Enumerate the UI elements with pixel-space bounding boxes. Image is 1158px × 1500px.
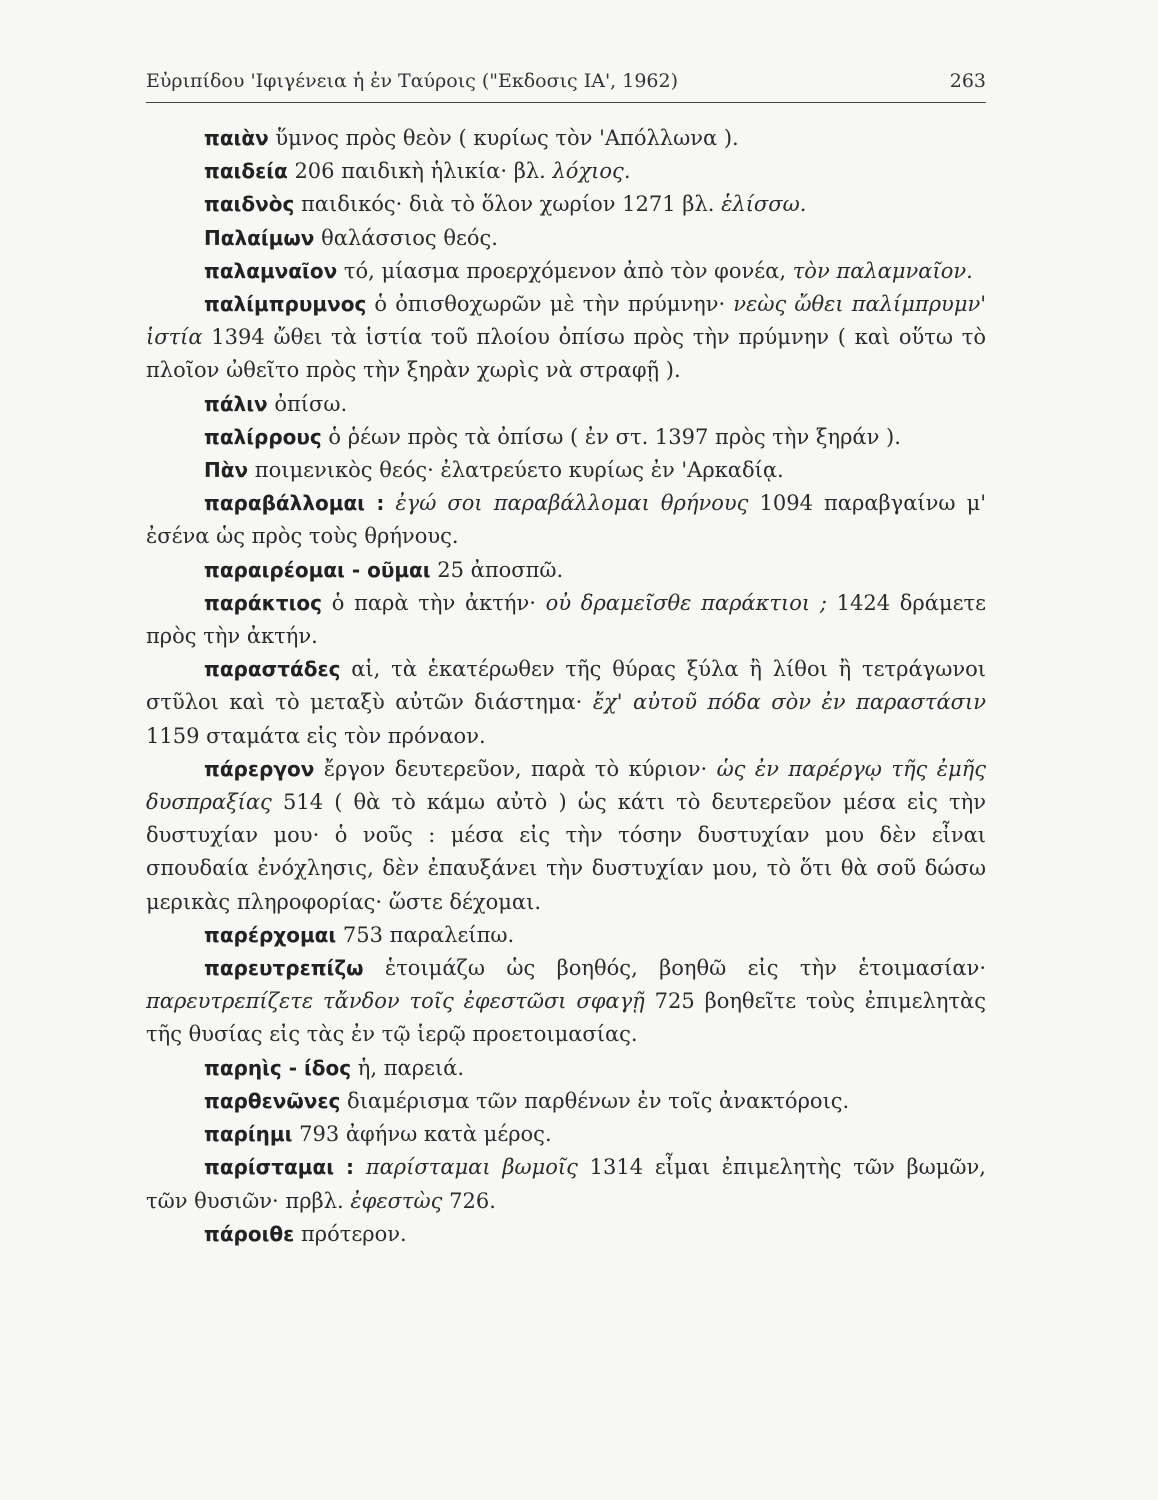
glossary-entry: [146, 454, 986, 487]
entry-quotation: οὐ δραμεῖσθε παράκτιοι ;: [545, 590, 827, 615]
entry-quotation: ἔχ' αὐτοῦ πόδα σὸν ἐν παραστάσιν: [592, 690, 986, 715]
entry-headword: Παλαίμων: [204, 225, 315, 250]
entry-headword: παιδεία: [204, 159, 288, 184]
entry-definition: 206 παιδικὴ ἡλικία· βλ.: [287, 159, 553, 184]
entry-quotation: παρευτρεπίζετε τἄνδον τοῖς ἐφεστῶσι σφαγῇ: [146, 989, 645, 1014]
entry-definition: ὁ ῥέων πρὸς τὰ ὀπίσω ( ἐν στ. 1397 πρὸς τὴν ξηράν ).: [321, 424, 901, 449]
entry-headword: παιδνὸς: [204, 192, 295, 217]
entry-definition: ὁ παρὰ τὴν ἀκτήν·: [321, 590, 546, 615]
entry-definition: 514 ( θὰ τὸ κάμω αὐτὸ ) ὡς κάτι τὸ δευτερεῦον μέσα εἰς τὴν δυστυχίαν μου· ὁ νοῦς : μέσα εἰς τὴν τόσην δυστυχίαν μου δὲν εἶναι σπουδαία ἐνόχλησις, δὲν ἐπαυξάνει τὴν δυστυχίαν μου, τὸ ὅτι θὰ σοῦ δώσω μερικὰς πληροφορίας· ὥστε δέχομαι.: [146, 790, 986, 914]
glossary-entry: [146, 288, 986, 388]
glossary-entry: [146, 388, 986, 421]
glossary-entry: [146, 1085, 986, 1118]
entry-quotation: ἐγώ σοι παραβάλλομαι θρήνους: [395, 491, 749, 516]
glossary-entry: [146, 155, 986, 188]
entry-quotation: τὸν παλαμναῖον.: [792, 258, 973, 283]
entry-definition: [354, 1155, 366, 1179]
entry-definition: ὁ ὀπισθοχωρῶν μὲ τὴν πρύμνην·: [366, 292, 734, 317]
entry-definition: 25 ἀποσπῶ.: [430, 557, 564, 582]
entry-quotation: παρίσταμαι βωμοῖς: [365, 1155, 578, 1180]
entry-headword: πάροιθε: [204, 1221, 295, 1246]
entry-definition: 753 παραλείπω.: [336, 922, 515, 947]
entry-definition: ἔργον δευτερεῦον, παρὰ τὸ κύριον·: [314, 756, 717, 781]
entry-definition: 1159 σταμάτα εἰς τὸν πρόναον.: [146, 723, 486, 748]
glossary-entry: [146, 421, 986, 454]
glossary-entry: [146, 122, 986, 155]
glossary-entry: [146, 1218, 986, 1251]
entry-definition: ὕμνος πρὸς θεὸν ( κυρίως τὸν 'Απόλλωνα ).: [268, 126, 739, 150]
glossary-entry: [146, 653, 986, 753]
entry-headword: παρίσταμαι :: [204, 1155, 355, 1180]
entry-definition: 1424 δράμετε πρὸς τὴν ἀκτήν.: [146, 590, 986, 649]
entry-definition: 1094 παραβγαίνω μ' ἐσένα ὡς πρὸς τοὺς θρήνους.: [146, 491, 986, 549]
entry-headword: παλίμπρυμνος: [204, 292, 367, 317]
entry-headword: παλίρρους: [204, 424, 322, 449]
entry-headword: πάλιν: [204, 391, 268, 416]
entry-headword: παιὰν: [204, 126, 269, 150]
glossary-entry: [146, 952, 986, 1052]
glossary-entries: [146, 122, 986, 1251]
entry-quotation: νεὼς ὤθει παλίμπρυμν' ἱστία: [146, 292, 986, 350]
glossary-entry: [146, 188, 986, 221]
glossary-entry: [146, 222, 986, 255]
entry-definition: 1394 ὤθει τὰ ἱστία τοῦ πλοίου ὀπίσω πρὸς τὴν πρύμνην ( καὶ οὕτω τὸ πλοῖον ὠθεῖτο πρὸς τὴν ξηρὰν χωρὶς νὰ στραφῇ ).: [146, 325, 986, 383]
entry-definition: τό, μίασμα προερχόμενον ἀπὸ τὸν φονέα,: [337, 258, 793, 283]
entry-definition: ἑτοιμάζω ὡς βοηθός, βοηθῶ εἰς τὴν ἑτοιμασίαν·: [363, 956, 986, 981]
glossary-entry: [146, 753, 986, 919]
entry-definition: 1314 εἶμαι ἐπιμελητὴς τῶν βωμῶν, τῶν θυσιῶν· πρβλ.: [146, 1155, 986, 1213]
entry-definition: [384, 491, 395, 515]
entry-headword: παρθενῶνες: [204, 1088, 341, 1113]
entry-headword: παράκτιος: [204, 590, 322, 615]
entry-quotation: λόχιος.: [552, 159, 631, 184]
glossary-entry: [146, 587, 986, 653]
entry-definition: ποιμενικὸς θεός· ἐλατρεύετο κυρίως ἐν 'Αρκαδίᾳ.: [248, 458, 784, 483]
entry-definition: πρότερον.: [294, 1221, 407, 1246]
glossary-entry: [146, 1151, 986, 1217]
entry-headword: παραβάλλομαι :: [204, 491, 385, 516]
entry-quotation: ἐφεστὼς: [350, 1188, 443, 1213]
running-title: Εὐριπίδου 'Ιφιγένεια ἡ ἐν Ταύροις ("Εκδοσις ΙΑ', 1962): [146, 70, 679, 92]
entry-definition: 793 ἀφήνω κατὰ μέρος.: [292, 1122, 552, 1147]
entry-definition: ὀπίσω.: [267, 391, 348, 416]
glossary-entry: [146, 1052, 986, 1085]
glossary-entry: [146, 255, 986, 288]
entry-headword: παραιρέομαι - οῦμαι: [204, 557, 431, 582]
entry-headword: παρίημι: [204, 1122, 293, 1147]
entry-definition: θαλάσσιος θεός.: [314, 225, 498, 250]
entry-headword: Πὰν: [204, 458, 249, 483]
entry-headword: παλαμναῖον: [204, 258, 338, 283]
entry-headword: παρηὶς - ίδος: [204, 1055, 352, 1080]
entry-headword: πάρεργον: [204, 756, 315, 781]
running-header: [146, 70, 986, 103]
entry-definition: 726.: [442, 1188, 496, 1213]
entry-definition: ἡ, παρειά.: [351, 1055, 465, 1080]
glossary-entry: [146, 487, 986, 553]
entry-definition: διαμέρισμα τῶν παρθένων ἐν τοῖς ἀνακτόροις.: [340, 1088, 850, 1113]
glossary-entry: [146, 554, 986, 587]
entry-definition: 725 βοηθεῖτε τοὺς ἐπιμελητὰς τῆς θυσίας εἰς τὰς ἐν τῷ ἱερῷ προετοιμασίας.: [146, 989, 986, 1047]
entry-definition: παιδικός· διὰ τὸ ὅλον χωρίον 1271 βλ.: [294, 192, 722, 217]
glossary-entry: [146, 1118, 986, 1151]
entry-headword: παραστάδες: [204, 657, 341, 682]
entry-headword: παρέρχομαι: [204, 922, 337, 947]
page-number: 263: [949, 70, 986, 92]
glossary-entry: [146, 919, 986, 952]
entry-quotation: ὡς ἐν παρέργῳ τῆς ἐμῆς δυσπραξίας: [146, 756, 986, 815]
entry-quotation: ἑλίσσω.: [721, 192, 807, 217]
entry-definition: αἱ, τὰ ἑκατέρωθεν τῆς θύρας ξύλα ἢ λίθοι ἢ τετράγωνοι στῦλοι καὶ τὸ μεταξὺ αὐτῶν διάστημα·: [146, 657, 986, 715]
entry-headword: παρευτρεπίζω: [204, 956, 364, 981]
